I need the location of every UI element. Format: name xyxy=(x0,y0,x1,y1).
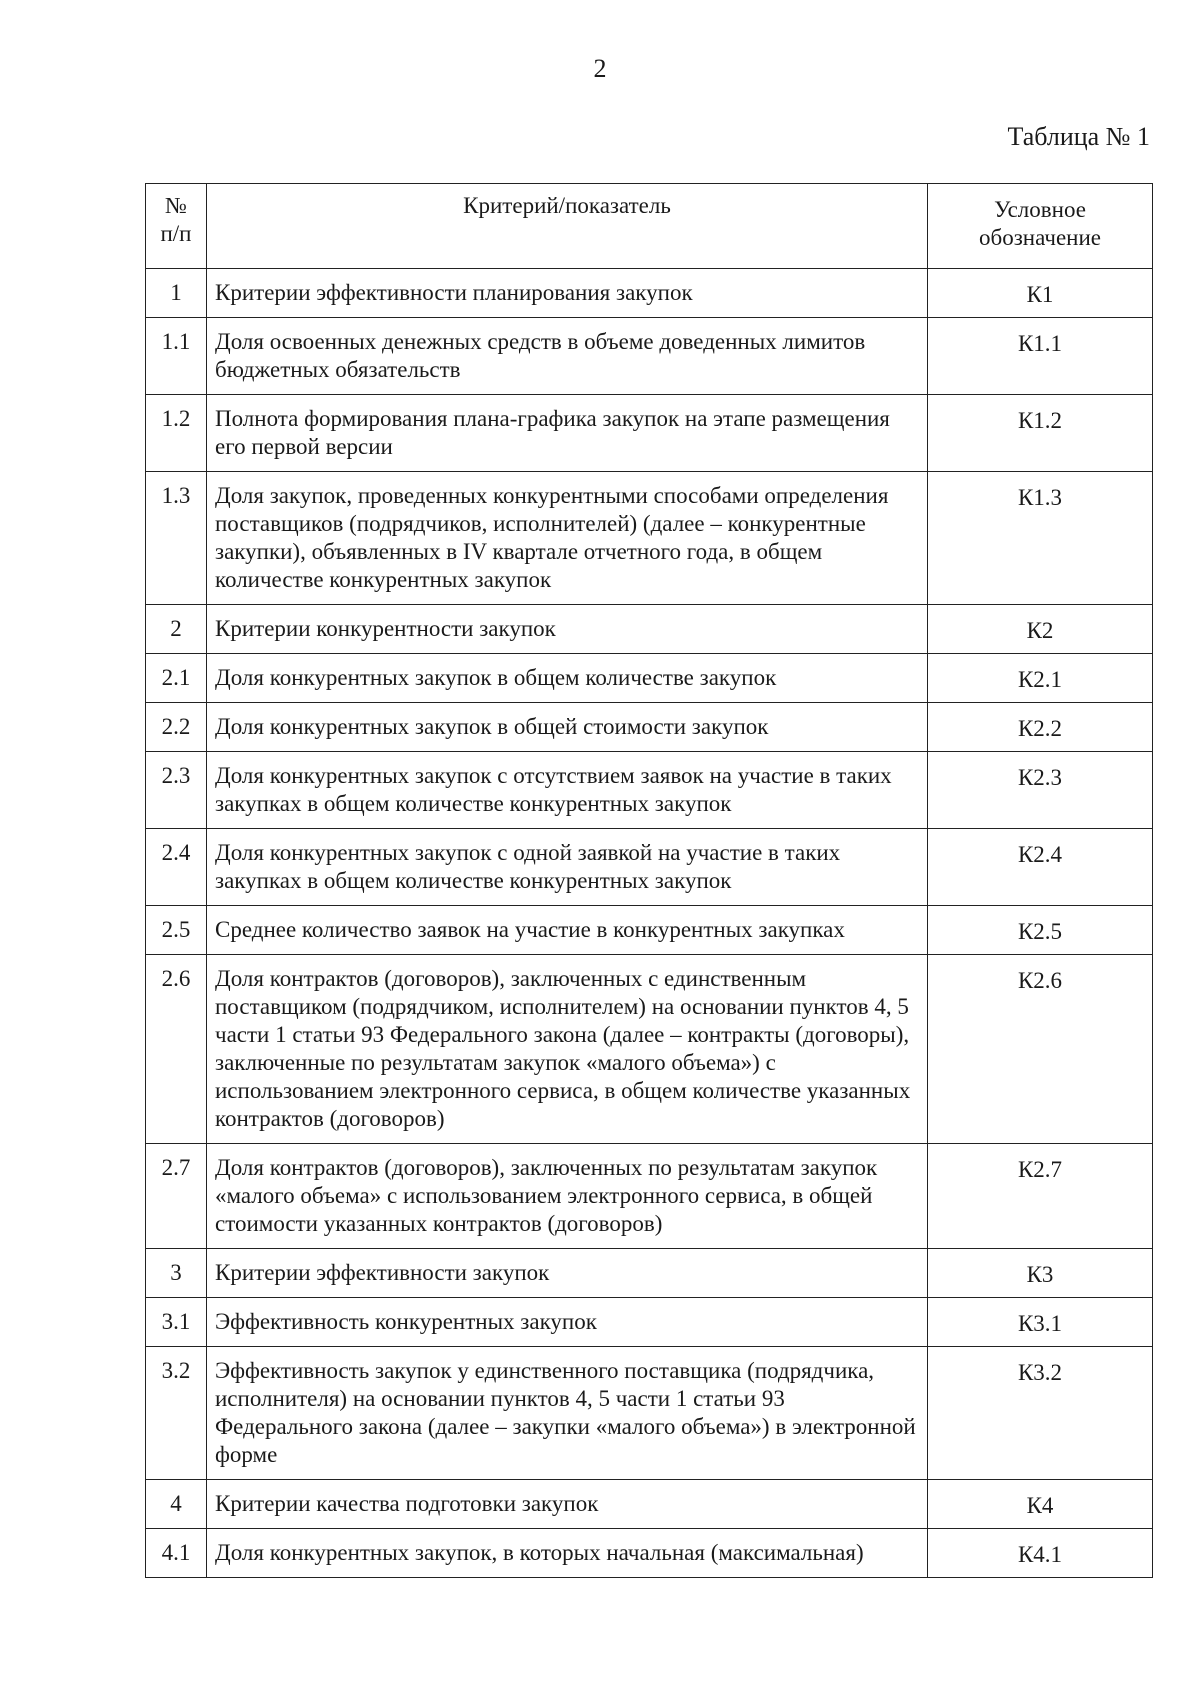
row-code: К3.2 xyxy=(928,1347,1153,1480)
row-code: К2 xyxy=(928,605,1153,654)
page-number: 2 xyxy=(593,54,607,83)
row-criterion: Критерии эффективности закупок xyxy=(207,1249,928,1298)
row-number: 1.2 xyxy=(146,395,207,472)
row-code: К3.1 xyxy=(928,1298,1153,1347)
row-criterion: Доля конкурентных закупок в общем количестве закупок xyxy=(207,654,928,703)
header-code-line1: Условное xyxy=(994,197,1086,222)
table-row xyxy=(146,654,1153,703)
row-criterion: Доля конкурентных закупок с одной заявкой на участие в таких закупках в общем количестве конкурентных закупок xyxy=(207,829,928,906)
table-row xyxy=(146,752,1153,829)
row-code: К4 xyxy=(928,1480,1153,1529)
row-code: К1.2 xyxy=(928,395,1153,472)
header-code xyxy=(928,184,1153,269)
row-criterion: Эффективность закупок у единственного поставщика (подрядчика, исполнителя) на основании пунктов 4, 5 части 1 статьи 93 Федерального закона (далее – закупки «малого объема») в электронной форме xyxy=(207,1347,928,1480)
table-row xyxy=(146,1347,1153,1480)
row-criterion: Среднее количество заявок на участие в конкурентных закупках xyxy=(207,906,928,955)
row-number: 1.1 xyxy=(146,318,207,395)
row-criterion: Доля контрактов (договоров), заключенных по результатам закупок «малого объема» с использованием электронного сервиса, в общей стоимости указанных контрактов (договоров) xyxy=(207,1144,928,1249)
header-code-line2: обозначение xyxy=(979,225,1101,250)
row-number: 3.1 xyxy=(146,1298,207,1347)
row-criterion: Доля освоенных денежных средств в объеме доведенных лимитов бюджетных обязательств xyxy=(207,318,928,395)
row-code: К2.6 xyxy=(928,955,1153,1144)
row-code: К1.1 xyxy=(928,318,1153,395)
row-code: К2.4 xyxy=(928,829,1153,906)
row-code: К1.3 xyxy=(928,472,1153,605)
row-criterion: Доля закупок, проведенных конкурентными способами определения поставщиков (подрядчиков, исполнителей) (далее – конкурентные закупки), объявленных в IV квартале отчетного года, в общем количестве конкурентных закупок xyxy=(207,472,928,605)
table-row xyxy=(146,605,1153,654)
table-row xyxy=(146,395,1153,472)
table-caption: Таблица № 1 xyxy=(1007,122,1150,151)
table-row xyxy=(146,1144,1153,1249)
row-number: 2.6 xyxy=(146,955,207,1144)
row-number: 2.4 xyxy=(146,829,207,906)
row-criterion: Доля контрактов (договоров), заключенных с единственным поставщиком (подрядчиком, исполнителем) на основании пунктов 4, 5 части 1 статьи 93 Федерального закона (далее – контракты (договоры), заключенные по результатам закупок «малого объема») с использованием электронного сервиса, в общем количестве указанных контрактов (договоров) xyxy=(207,955,928,1144)
row-code: К2.3 xyxy=(928,752,1153,829)
row-criterion: Эффективность конкурентных закупок xyxy=(207,1298,928,1347)
row-number: 4 xyxy=(146,1480,207,1529)
table-row xyxy=(146,906,1153,955)
row-number: 3.2 xyxy=(146,1347,207,1480)
table-row xyxy=(146,1529,1153,1578)
row-code: К2.2 xyxy=(928,703,1153,752)
header-number-line1: № xyxy=(165,193,187,218)
table-body xyxy=(146,269,1153,1578)
table-row xyxy=(146,1298,1153,1347)
table-row xyxy=(146,318,1153,395)
row-criterion: Критерии конкурентности закупок xyxy=(207,605,928,654)
row-number: 1.3 xyxy=(146,472,207,605)
criteria-table xyxy=(145,183,1153,1578)
header-criterion: Критерий/показатель xyxy=(207,184,928,269)
row-number: 2 xyxy=(146,605,207,654)
table-row xyxy=(146,269,1153,318)
row-criterion: Полнота формирования плана-графика закупок на этапе размещения его первой версии xyxy=(207,395,928,472)
row-number: 3 xyxy=(146,1249,207,1298)
table-row xyxy=(146,472,1153,605)
header-number xyxy=(146,184,207,269)
row-number: 1 xyxy=(146,269,207,318)
row-code: К1 xyxy=(928,269,1153,318)
row-criterion: Критерии качества подготовки закупок xyxy=(207,1480,928,1529)
row-number: 2.3 xyxy=(146,752,207,829)
table-row xyxy=(146,703,1153,752)
row-number: 2.5 xyxy=(146,906,207,955)
row-code: К2.7 xyxy=(928,1144,1153,1249)
table-header-row xyxy=(146,184,1153,269)
header-number-line2: п/п xyxy=(160,221,192,246)
row-number: 2.7 xyxy=(146,1144,207,1249)
row-criterion: Критерии эффективности планирования закупок xyxy=(207,269,928,318)
row-code: К4.1 xyxy=(928,1529,1153,1578)
row-code: К2.5 xyxy=(928,906,1153,955)
row-number: 2.1 xyxy=(146,654,207,703)
table-row xyxy=(146,829,1153,906)
row-criterion: Доля конкурентных закупок в общей стоимости закупок xyxy=(207,703,928,752)
table-row xyxy=(146,1249,1153,1298)
row-criterion: Доля конкурентных закупок с отсутствием заявок на участие в таких закупках в общем количестве конкурентных закупок xyxy=(207,752,928,829)
table-row xyxy=(146,1480,1153,1529)
row-code: К2.1 xyxy=(928,654,1153,703)
row-code: К3 xyxy=(928,1249,1153,1298)
row-criterion: Доля конкурентных закупок, в которых начальная (максимальная) xyxy=(207,1529,928,1578)
row-number: 4.1 xyxy=(146,1529,207,1578)
row-number: 2.2 xyxy=(146,703,207,752)
table-row xyxy=(146,955,1153,1144)
